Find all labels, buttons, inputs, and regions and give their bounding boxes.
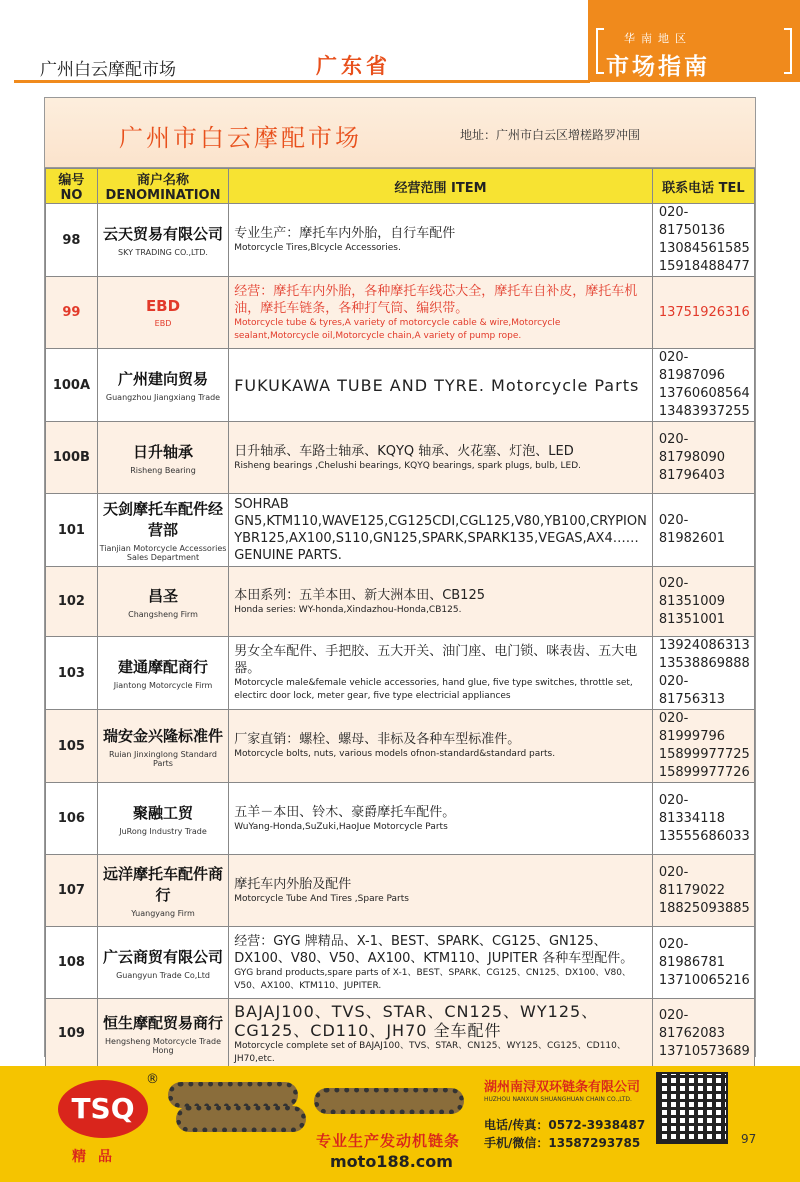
table-row [46, 494, 755, 567]
merchant-name-en: Guangzhou Jiangxiang Trade [105, 393, 221, 402]
tel-cell: 020-81334118 13555686033 [652, 783, 754, 855]
merchant-name-cell [97, 204, 228, 277]
advert-footer [0, 1066, 800, 1182]
merchant-name-cell [97, 999, 228, 1069]
col-tel: 联系电话 TEL [652, 169, 754, 204]
table-row [46, 422, 755, 494]
chain-image [176, 1106, 306, 1132]
item-description-en: Honda series: WY-honda,Xindazhou-Honda,CB125. [234, 604, 462, 615]
company-phone: 电话/传真：0572-3938487 [484, 1118, 646, 1132]
page-header [0, 0, 800, 88]
row-no: 98 [46, 204, 98, 277]
item-cell [229, 567, 653, 637]
company-name-en: HUZHOU NANXUN SHUANGHUAN CHAIN CO.,LTD. [484, 1096, 632, 1103]
row-no: 102 [46, 567, 98, 637]
row-no: 105 [46, 710, 98, 783]
merchant-name-en: Tianjian Motorcycle Accessories Sales Department [99, 544, 227, 562]
merchant-name: 远洋摩托车配件商行 [103, 865, 224, 904]
chain-image [314, 1088, 464, 1114]
item-description-en: Motorcycle tube & tyres,A variety of motorcycle cable & wire,Motorcycle sealant,Motorcycle oil,Motorcycle chain,A variety of pump rope. [234, 317, 561, 341]
merchant-name-cell [97, 422, 228, 494]
market-title: 广州市白云摩配市场 [119, 124, 362, 152]
merchant-name-en: Changsheng Firm [128, 609, 198, 619]
item-cell [229, 422, 653, 494]
table-row [46, 783, 755, 855]
item-description: 专业生产：摩托车内外胎，自行车配件 [234, 226, 456, 241]
merchant-name: 恒生摩配贸易商行 [103, 1014, 224, 1032]
item-description-en: Motorcycle complete set of BAJAJ100、TVS、STAR、CN125、WY125、CG125、CD110、JH70,etc. [234, 1040, 626, 1064]
item-description: BAJAJ100、TVS、STAR、CN125、WY125、CG125、CD110、JH70 全车配件 [234, 1001, 599, 1040]
tel-cell: 13924086313 13538869888 020-81756313 [652, 637, 754, 710]
tel-cell: 020-81762083 13710573689 [652, 999, 754, 1069]
item-description: 五羊－本田、铃木、豪爵摩托车配件。 [234, 804, 456, 820]
listing-frame [44, 97, 756, 1064]
tel-cell: 020-81987096 13760608564 13483937255 [652, 349, 754, 422]
market-address: 地址：广州市白云区增槎路罗冲围 [460, 128, 641, 142]
company-name: 湖州南浔双环链条有限公司 [484, 1080, 641, 1095]
merchant-name-cell [97, 855, 228, 927]
merchant-name: 日升轴承 [133, 442, 194, 461]
market-title-bar [45, 98, 755, 168]
qr-code-icon [656, 1072, 728, 1144]
table-row [46, 927, 755, 999]
item-description-en: WuYang-Honda,SuZuki,HaoJue Motorcycle Parts [234, 821, 448, 832]
item-description: 摩托车内外胎及配件 [234, 876, 352, 892]
item-description: 日升轴承、车路士轴承、KQYQ 轴承、火花塞、灯泡、LED [234, 443, 574, 459]
section-badge [588, 0, 800, 82]
merchant-name: 建通摩配商行 [118, 658, 209, 676]
merchant-name-en: Hengsheng Motorcycle Trade Hong [105, 1037, 221, 1055]
item-description: FUKUKAWA TUBE AND TYRE. Motorcycle Parts [234, 375, 640, 395]
merchant-name-cell [97, 567, 228, 637]
region-label: 华南地区 [624, 32, 692, 45]
chain-image [168, 1082, 298, 1108]
tel-cell: 020-81986781 13710065216 [652, 927, 754, 999]
merchant-name-en: Guangyun Trade Co,Ltd [116, 970, 210, 980]
row-no: 108 [46, 927, 98, 999]
merchant-name-cell [97, 783, 228, 855]
item-description-en: GYG brand products,spare parts of X-1、BEST、SPARK、CG125、CN125、DX100、V80、V50、AX100、KTM110、JUPITER. [234, 967, 631, 991]
merchant-name-en: SKY TRADING CO.,LTD. [118, 248, 208, 257]
item-description: 本田系列：五羊本田、新大洲本田、CB125 [234, 587, 485, 603]
item-description-en: Motorcycle male&female vehicle accessories, hand glue, five type switches, throttle set, electirc door lock, meter gear, five type electricial appliances [234, 678, 633, 701]
registered-mark: ® [146, 1072, 159, 1087]
col-name: 商户名称 DENOMINATION [97, 169, 228, 204]
table-row [46, 567, 755, 637]
item-cell [229, 204, 653, 277]
tel-cell: 020-81750136 13084561585 15918488477 [652, 204, 754, 277]
province-label: 广东省 [316, 54, 391, 78]
tsq-logo: TSQ [58, 1080, 148, 1138]
merchant-name-en: JuRong Industry Trade [119, 826, 207, 836]
merchant-name-cell [97, 637, 228, 710]
table-row [46, 710, 755, 783]
merchant-name-en: Jiantong Motorcycle Firm [113, 681, 213, 690]
item-cell [229, 999, 653, 1069]
item-description-en: Motorcycle Tube And Tires ,Spare Parts [234, 893, 409, 904]
item-cell [229, 855, 653, 927]
merchant-name: 广云商贸有限公司 [103, 947, 224, 966]
tel-cell: 020-81179022 18825093885 [652, 855, 754, 927]
merchant-name: EBD [145, 297, 181, 315]
col-item: 经营范围 ITEM [229, 169, 653, 204]
item-cell [229, 783, 653, 855]
table-row [46, 999, 755, 1069]
item-cell [229, 710, 653, 783]
row-no: 99 [46, 277, 98, 349]
item-description: 经营：摩托车内外胎，各种摩托车线芯大全，摩托车自补皮，摩托车机油，摩托车链条，各种打气筒、编织带。 [234, 283, 638, 316]
item-description: 厂家直销：螺栓、螺母、非标及各种车型标准件。 [234, 732, 521, 747]
merchant-name: 云天贸易有限公司 [103, 225, 224, 243]
row-no: 100A [46, 349, 98, 422]
company-mobile: 手机/微信：13587293785 [484, 1136, 641, 1150]
merchant-name-cell [97, 494, 228, 567]
row-no: 100B [46, 422, 98, 494]
section-title: 市场指南 [606, 54, 710, 80]
item-description: 男女全车配件、手把胶、五大开关、油门座、电门锁、咪表齿、五大电器。 [234, 644, 638, 676]
table-row [46, 637, 755, 710]
merchant-name-en: Ruian Jinxinglong Standard Parts [109, 749, 217, 768]
page-number: 97 [741, 1132, 757, 1146]
merchant-name: 聚融工贸 [133, 803, 194, 822]
row-no: 101 [46, 494, 98, 567]
item-cell [229, 927, 653, 999]
table-row [46, 277, 755, 349]
item-description-en: Motorcycle bolts, nuts, various models ofnon-standard&standard parts. [234, 749, 556, 759]
item-description: 经营：GYG 牌精品、X-1、BEST、SPARK、CG125、GN125、DX100、V80、V50、AX100、KTM110、JUPITER 各种车型配件。 [234, 933, 634, 966]
merchant-name: 昌圣 [148, 586, 179, 605]
item-cell [229, 494, 653, 567]
merchant-name: 瑞安金兴隆标准件 [103, 726, 224, 745]
table-row [46, 204, 755, 277]
market-name: 广州白云摩配市场 [40, 60, 176, 80]
tel-cell: 13751926316 [652, 277, 754, 349]
bracket-left-icon [596, 28, 604, 74]
row-no: 103 [46, 637, 98, 710]
row-no: 106 [46, 783, 98, 855]
table-row [46, 855, 755, 927]
merchant-name: 广州建向贸易 [118, 370, 209, 388]
tel-cell: 020-81351009 81351001 [652, 567, 754, 637]
merchant-name-en: Risheng Bearing [130, 465, 196, 475]
merchant-name-cell [97, 277, 228, 349]
row-no: 109 [46, 999, 98, 1069]
item-cell [229, 349, 653, 422]
col-no: 编号 NO [46, 169, 98, 204]
merchant-name: 天剑摩托车配件经营部 [103, 500, 224, 539]
merchant-name-en: Yuangyang Firm [131, 909, 195, 918]
item-description: SOHRAB GN5,KTM110,WAVE125,CG125CDI,CGL125,V80,YB100,CRYPION YBR125,AX100,S110,GN125,SPARK,SPARK135,VEGAS,AX4……GENUINE PARTS. [234, 497, 647, 563]
ad-slogan: 专业生产发动机链条 [316, 1132, 461, 1150]
item-description-en: Motorcycle Tires,Blcycle Accessories. [234, 243, 401, 253]
site-watermark: moto188.com [330, 1152, 453, 1171]
row-no: 107 [46, 855, 98, 927]
merchant-table [45, 168, 755, 1069]
tel-cell: 020-81999796 15899977725 15899977726 [652, 710, 754, 783]
merchant-name-cell [97, 349, 228, 422]
tel-cell: 020-81798090 81796403 [652, 422, 754, 494]
bracket-right-icon [784, 28, 792, 74]
tel-cell: 020-81982601 [652, 494, 754, 567]
item-cell [229, 277, 653, 349]
brand-subtitle: 精品 [72, 1149, 124, 1165]
merchant-name-cell [97, 927, 228, 999]
item-description-en: Risheng bearings ,Chelushi bearings, KQYQ bearings, spark plugs, bulb, LED. [234, 460, 582, 471]
header-divider [14, 80, 590, 83]
item-cell [229, 637, 653, 710]
merchant-name-en: EBD [154, 319, 172, 328]
table-row [46, 349, 755, 422]
merchant-name-cell [97, 710, 228, 783]
